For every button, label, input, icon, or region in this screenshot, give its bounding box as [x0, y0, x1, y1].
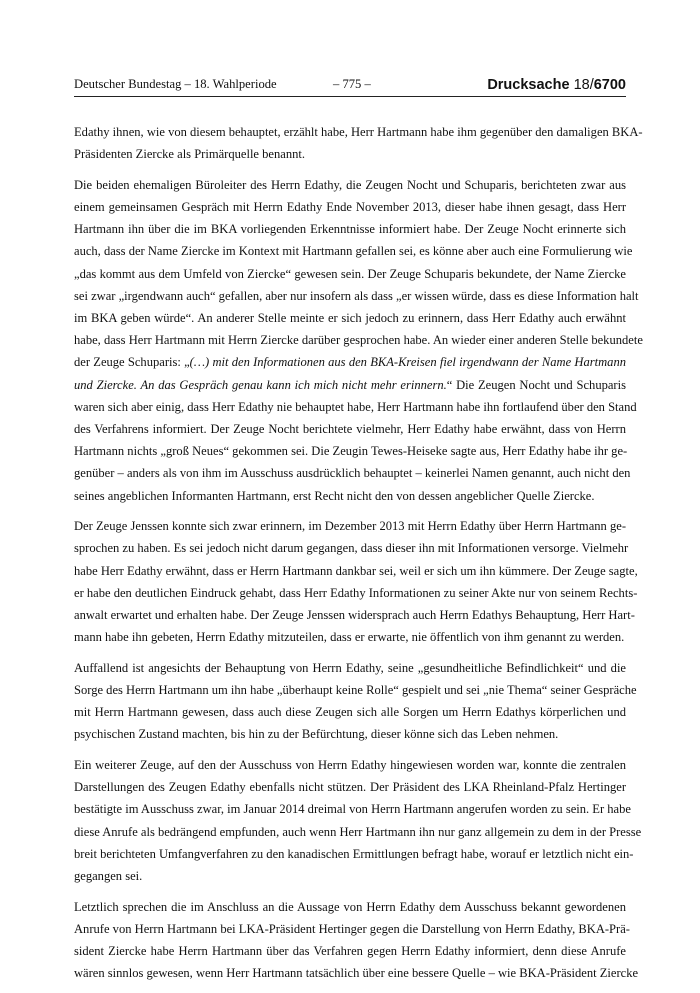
- text-line: Darstellungen des Zeugen Edathy ebenfalls nicht stützen. Der Präsident des LKA Rheinland-Pfalz Hertinger: [74, 780, 626, 795]
- text-line: Ein weiterer Zeuge, auf den der Ausschuss von Herrn Edathy hingewiesen worden war, konnte die zentralen: [74, 758, 626, 773]
- text-line: auch, dass der Name Ziercke im Kontext mit Hartmann gefallen sei, es könne aber auch eine Formulierung wie: [74, 244, 633, 259]
- text-line: Letztlich sprechen die im Anschluss an die Aussage von Herrn Edathy dem Ausschuss bekannt gewordenen: [74, 899, 626, 914]
- text-line: sident Ziercke habe Herrn Hartmann über das Verfahren gegen Herrn Edathy informiert, denn diese Anrufe: [74, 944, 626, 959]
- text-line: der Zeuge Schuparis: „(…) mit den Informationen aus den BKA-Kreisen fiel irgendwann der Name Hartmann: [74, 355, 626, 370]
- text-line: bestätigte im Ausschuss zwar, im Januar 2014 dreimal von Herrn Hartmann angerufen worden zu sein. Er habe: [74, 802, 631, 817]
- text-line: Die beiden ehemaligen Büroleiter des Herrn Edathy, die Zeugen Nocht und Schuparis, berichteten zwar aus: [74, 177, 626, 192]
- paragraph: [74, 754, 642, 887]
- text-line: habe Herr Edathy erwähnt, dass er Herrn Hartmann dankbar sei, weil er sich um ihn kümmere. Der Zeuge sagte,: [74, 563, 638, 578]
- text-line: Hartmann nichts „groß Neues“ gekommen sei. Die Zeugin Tewes-Heiseke sagte aus, Herr Edathy habe ihr ge-: [74, 444, 628, 459]
- text-line: habe, dass Herr Hartmann mit Herrn Ziercke darüber gesprochen habe. An wieder einer anderen Stelle bekundete: [74, 333, 643, 348]
- text-line: waren sich aber einig, dass Herr Edathy nie behauptet habe, Herr Hartmann habe ihn fortlaufend über den Stand: [74, 399, 637, 414]
- text-line: mit Herrn Hartmann gewesen, dass auch diese Zeugen sich alle Sorgen um Herrn Edathys körperlichen und: [74, 705, 626, 720]
- text-line: im BKA geben würde“. An anderer Stelle meinte er sich jedoch zu erinnern, dass Herr Edathy auch erwähnt: [74, 311, 626, 325]
- document-number: [487, 77, 626, 93]
- text-line: diese Anrufe als bedrängend empfunden, auch wenn Herr Hartmann ihn nur ganz allgemein zu dem in der Presse: [74, 824, 642, 839]
- text-line: Hartmann ihn über die im BKA vorliegenden Erkenntnisse informiert habe. Der Zeuge Nocht erinnerte sich: [74, 222, 626, 237]
- page-header: [74, 74, 626, 97]
- text-line: sei zwar „irgendwann auch“ gefallen, aber nur insofern als dass „er wissen würde, dass es diese Information halt: [74, 288, 639, 303]
- text-line: Sorge des Herrn Hartmann um ihn habe „überhaupt keine Rolle“ gespielt und sei „nie Thema“ seiner Gespräche: [74, 683, 637, 697]
- text-line: Der Zeuge Jenssen konnte sich zwar erinnern, im Dezember 2013 mit Herrn Edathy über Herrn Hartmann ge-: [74, 519, 626, 534]
- paragraph: [74, 174, 643, 507]
- paragraph: [74, 121, 643, 165]
- text-line: sprochen zu haben. Es sei jedoch nicht darum gegangen, dass dieser ihn mit Informationen versorge. Vielmehr: [74, 541, 629, 556]
- text-line: des Verfahrens informiert. Der Zeuge Nocht berichtete vielmehr, Herr Edathy habe erwähnt, dass von Herrn: [74, 421, 626, 436]
- paragraph: [74, 657, 637, 746]
- text-line: „das kommt aus dem Umfeld von Ziercke“ gewesen sein. Der Zeuge Schuparis bekundete, der Name Ziercke: [74, 266, 626, 281]
- document-label: Drucksache: [487, 77, 570, 93]
- text-line: psychischen Zustand machten, bis hin zu der Befürchtung, dieser könne sich das Leben nehmen.: [74, 727, 559, 742]
- text-line: er habe den deutlichen Eindruck gehabt, dass Herr Edathy Informationen zu seiner Akte nur von seinem Rechts-: [74, 585, 638, 600]
- text-line: genüber – anders als von ihm im Ausschuss ausdrücklich behauptet – keinerlei Namen genannt, auch nicht den: [74, 466, 631, 481]
- paragraph: [74, 896, 639, 985]
- text-line: seines angeblichen Informanten Hartmann, erst Recht nicht den von dessen angeblicher Quelle Ziercke.: [74, 488, 595, 503]
- document-number-prefix: 18/: [573, 77, 594, 93]
- text-line: und Ziercke. An das Gespräch genau kann ich mich nicht mehr erinnern.“ Die Zeugen Nocht und Schuparis: [74, 377, 626, 392]
- parliament-title: Deutscher Bundestag – 18. Wahlperiode: [74, 77, 277, 91]
- text-line: anwalt erwartet und erhalten habe. Der Zeuge Jenssen widersprach auch Herrn Edathys Behauptung, Herr Hart-: [74, 607, 635, 622]
- paragraph: [74, 515, 638, 648]
- document-body: [74, 121, 643, 993]
- text-line: gegangen sei.: [74, 869, 143, 883]
- text-line: Präsidenten Ziercke als Primärquelle benannt.: [74, 147, 305, 162]
- text-line: breit berichteten Umfangverfahren zu den kanadischen Ermittlungen befragt habe, worauf er letztlich nicht ein-: [74, 846, 634, 861]
- text-line: Edathy ihnen, wie von diesem behauptet, erzählt habe, Herr Hartmann habe ihm gegenüber den damaligen BKA-: [74, 125, 643, 139]
- text-line: einem gemeinsamen Gespräch mit Herrn Edathy Ende November 2013, dieser habe ihnen gesagt, dass Herr: [74, 200, 626, 215]
- page-number: – 775 –: [333, 77, 371, 91]
- text-line: wären sinnlos gewesen, wenn Herr Hartmann tatsächlich über eine bessere Quelle – wie BKA-Präsident Ziercke: [74, 966, 639, 981]
- text-line: Anrufe von Herrn Hartmann bei LKA-Präsident Hertinger gegen die Darstellung von Herrn Edathy, BKA-Prä-: [74, 921, 630, 936]
- text-line: Auffallend ist angesichts der Behauptung von Herrn Edathy, seine „gesundheitliche Befindlichkeit“ und die: [74, 660, 626, 675]
- text-line: mann habe ihn gebeten, Herrn Edathy mitzuteilen, dass er erwarte, nie öffentlich von ihm genannt zu werden.: [74, 630, 625, 645]
- document-number-suffix: 6700: [593, 77, 626, 93]
